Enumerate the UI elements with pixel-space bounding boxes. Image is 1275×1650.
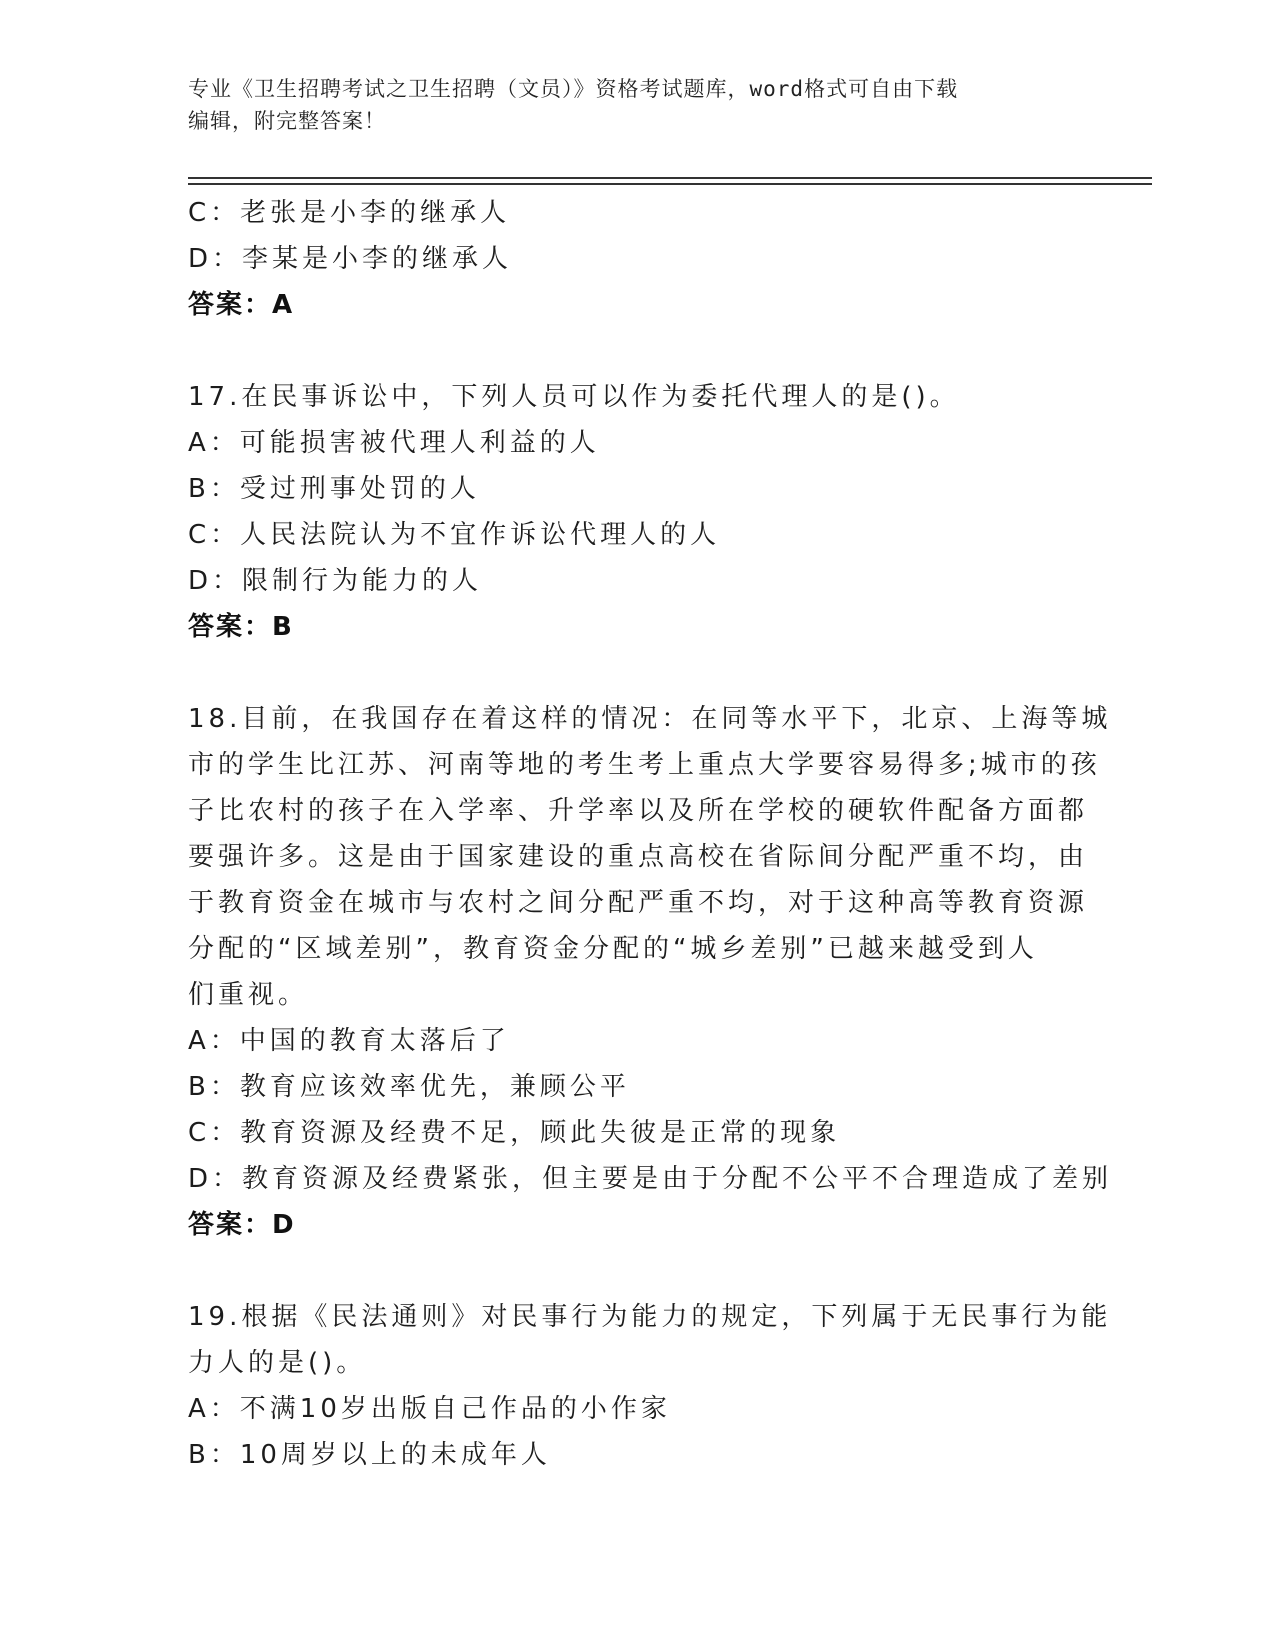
question-17 [188,374,1088,650]
option-c: C：老张是小李的继承人 [188,198,511,228]
question-stem-line: 分配的“区域差别”，教育资金分配的“城乡差别”已越来越受到人 [188,934,1038,964]
header-rule-top [188,177,1152,179]
question-stem: 17.在民事诉讼中，下列人员可以作为委托代理人的是()。 [188,382,960,412]
header-line-2: 编辑，附完整答案！ [188,109,386,133]
option-c: C：教育资源及经费不足，顾此失彼是正常的现象 [188,1118,841,1148]
spacer [188,1248,1088,1294]
question-list [188,190,1113,1478]
question-stem-line: 19.根据《民法通则》对民事行为能力的规定，下列属于无民事行为能 [188,1302,1112,1332]
answer: 答案：D [188,1210,296,1240]
spacer [188,328,1088,374]
question-stem-line: 子比农村的孩子在入学率、升学率以及所在学校的硬软件配备方面都 [188,796,1089,826]
option-d: D：限制行为能力的人 [188,566,483,596]
question-stem-line: 要强许多。这是由于国家建设的重点高校在省际间分配严重不均，由 [188,842,1089,872]
option-a: A：不满10岁出版自己作品的小作家 [188,1394,671,1424]
option-a: A：可能损害被代理人利益的人 [188,428,600,458]
header-line-1: 专业《卫生招聘考试之卫生招聘（文员）》资格考试题库，word格式可自由下载 [188,77,959,101]
option-d: D：教育资源及经费紧张，但主要是由于分配不公平不合理造成了差别 [188,1164,1113,1194]
question-stem-line: 18.目前，在我国存在着这样的情况：在同等水平下，北京、上海等城 [188,704,1112,734]
option-b: B：10周岁以上的未成年人 [188,1440,551,1470]
header-rule-bottom [188,183,1152,185]
question-stem-line: 们重视。 [188,980,309,1010]
option-d: D：李某是小李的继承人 [188,244,513,274]
answer: 答案：B [188,612,294,642]
option-b: B：教育应该效率优先，兼顾公平 [188,1072,630,1102]
question-19 [188,1294,1112,1478]
question-stem-line: 于教育资金在城市与农村之间分配严重不均，对于这种高等教育资源 [188,888,1089,918]
option-c: C：人民法院认为不宜作诉讼代理人的人 [188,520,721,550]
question-stem-line: 市的学生比江苏、河南等地的考生考上重点大学要容易得多;城市的孩 [188,750,1101,780]
question-16-tail [188,190,1088,328]
spacer [188,650,1088,696]
question-18 [188,696,1113,1248]
answer: 答案：A [188,290,295,320]
document-header [188,73,1068,137]
option-a: A：中国的教育太落后了 [188,1026,510,1056]
question-stem-line: 力人的是()。 [188,1348,367,1378]
option-b: B：受过刑事处罚的人 [188,474,480,504]
